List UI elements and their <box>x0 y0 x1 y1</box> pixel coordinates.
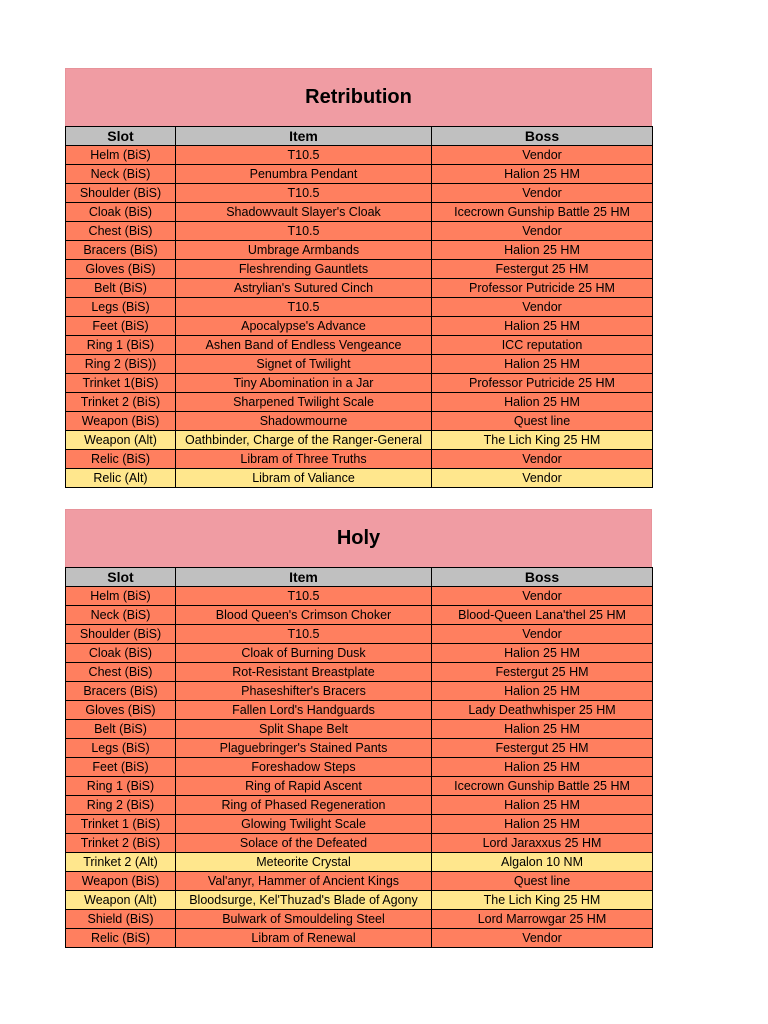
item-cell: Libram of Three Truths <box>176 450 432 469</box>
boss-cell: Halion 25 HM <box>432 317 653 336</box>
boss-cell: Vendor <box>432 469 653 488</box>
table-row <box>66 431 653 450</box>
boss-cell: Lord Marrowgar 25 HM <box>432 910 653 929</box>
boss-cell: Vendor <box>432 587 653 606</box>
boss-cell: Festergut 25 HM <box>432 663 653 682</box>
boss-cell: Vendor <box>432 146 653 165</box>
boss-cell: Halion 25 HM <box>432 355 653 374</box>
table-row <box>66 606 653 625</box>
slot-cell: Trinket 2 (BiS) <box>66 834 176 853</box>
table-row <box>66 165 653 184</box>
item-cell: Blood Queen's Crimson Choker <box>176 606 432 625</box>
item-cell: Fallen Lord's Handguards <box>176 701 432 720</box>
table-row <box>66 910 653 929</box>
table-row <box>66 796 653 815</box>
boss-cell: Lady Deathwhisper 25 HM <box>432 701 653 720</box>
item-cell: Solace of the Defeated <box>176 834 432 853</box>
boss-cell: Halion 25 HM <box>432 393 653 412</box>
table-row <box>66 279 653 298</box>
slot-cell: Weapon (Alt) <box>66 431 176 450</box>
slot-cell: Neck (BiS) <box>66 606 176 625</box>
boss-cell: Halion 25 HM <box>432 815 653 834</box>
table-row <box>66 929 653 948</box>
table-row <box>66 317 653 336</box>
table-row <box>66 815 653 834</box>
item-cell: T10.5 <box>176 298 432 317</box>
table-row <box>66 222 653 241</box>
item-cell: Ring of Phased Regeneration <box>176 796 432 815</box>
table-row <box>66 853 653 872</box>
item-cell: Umbrage Armbands <box>176 241 432 260</box>
boss-cell: Icecrown Gunship Battle 25 HM <box>432 203 653 222</box>
table-row <box>66 393 653 412</box>
slot-cell: Weapon (BiS) <box>66 872 176 891</box>
slot-cell: Relic (BiS) <box>66 929 176 948</box>
gear-table <box>65 567 653 948</box>
item-cell: Val'anyr, Hammer of Ancient Kings <box>176 872 432 891</box>
table-row <box>66 758 653 777</box>
slot-cell: Feet (BiS) <box>66 317 176 336</box>
boss-cell: Halion 25 HM <box>432 644 653 663</box>
item-cell: Bulwark of Smouldeling Steel <box>176 910 432 929</box>
table-row <box>66 891 653 910</box>
item-cell: Meteorite Crystal <box>176 853 432 872</box>
table-header-row <box>66 568 653 587</box>
boss-cell: ICC reputation <box>432 336 653 355</box>
item-cell: Glowing Twilight Scale <box>176 815 432 834</box>
retribution-section <box>65 68 652 488</box>
item-cell: Penumbra Pendant <box>176 165 432 184</box>
boss-cell: Halion 25 HM <box>432 758 653 777</box>
item-cell: T10.5 <box>176 222 432 241</box>
table-row <box>66 663 653 682</box>
table-row <box>66 412 653 431</box>
item-cell: Cloak of Burning Dusk <box>176 644 432 663</box>
slot-cell: Legs (BiS) <box>66 739 176 758</box>
item-cell: Libram of Renewal <box>176 929 432 948</box>
slot-cell: Weapon (Alt) <box>66 891 176 910</box>
boss-cell: Quest line <box>432 872 653 891</box>
boss-cell: Algalon 10 NM <box>432 853 653 872</box>
boss-cell: Festergut 25 HM <box>432 739 653 758</box>
item-cell: Tiny Abomination in a Jar <box>176 374 432 393</box>
item-cell: Shadowmourne <box>176 412 432 431</box>
boss-cell: Blood-Queen Lana'thel 25 HM <box>432 606 653 625</box>
slot-cell: Ring 2 (BiS)) <box>66 355 176 374</box>
boss-cell: Halion 25 HM <box>432 796 653 815</box>
slot-cell: Relic (BiS) <box>66 450 176 469</box>
slot-cell: Helm (BiS) <box>66 146 176 165</box>
slot-cell: Chest (BiS) <box>66 663 176 682</box>
table-row <box>66 260 653 279</box>
boss-cell: The Lich King 25 HM <box>432 891 653 910</box>
slot-cell: Trinket 1(BiS) <box>66 374 176 393</box>
table-row <box>66 834 653 853</box>
item-header: Item <box>176 127 432 146</box>
item-cell: T10.5 <box>176 146 432 165</box>
table-row <box>66 739 653 758</box>
slot-cell: Feet (BiS) <box>66 758 176 777</box>
table-row <box>66 469 653 488</box>
slot-cell: Bracers (BiS) <box>66 682 176 701</box>
boss-cell: Halion 25 HM <box>432 165 653 184</box>
table-row <box>66 682 653 701</box>
slot-header: Slot <box>66 568 176 587</box>
item-cell: Foreshadow Steps <box>176 758 432 777</box>
slot-cell: Trinket 1 (BiS) <box>66 815 176 834</box>
item-cell: Libram of Valiance <box>176 469 432 488</box>
boss-cell: The Lich King 25 HM <box>432 431 653 450</box>
slot-cell: Shield (BiS) <box>66 910 176 929</box>
boss-cell: Festergut 25 HM <box>432 260 653 279</box>
section-title: Retribution <box>65 68 652 126</box>
table-row <box>66 644 653 663</box>
item-cell: T10.5 <box>176 587 432 606</box>
slot-cell: Legs (BiS) <box>66 298 176 317</box>
slot-cell: Relic (Alt) <box>66 469 176 488</box>
slot-cell: Gloves (BiS) <box>66 701 176 720</box>
item-cell: Astrylian's Sutured Cinch <box>176 279 432 298</box>
boss-header: Boss <box>432 127 653 146</box>
slot-cell: Ring 1 (BiS) <box>66 336 176 355</box>
item-cell: T10.5 <box>176 184 432 203</box>
table-row <box>66 203 653 222</box>
holy-section <box>65 509 652 948</box>
slot-cell: Weapon (BiS) <box>66 412 176 431</box>
table-row <box>66 450 653 469</box>
item-cell: Apocalypse's Advance <box>176 317 432 336</box>
table-row <box>66 374 653 393</box>
item-cell: Ring of Rapid Ascent <box>176 777 432 796</box>
boss-cell: Vendor <box>432 929 653 948</box>
item-cell: Rot-Resistant Breastplate <box>176 663 432 682</box>
item-header: Item <box>176 568 432 587</box>
boss-cell: Vendor <box>432 222 653 241</box>
boss-cell: Vendor <box>432 298 653 317</box>
boss-cell: Halion 25 HM <box>432 241 653 260</box>
table-row <box>66 872 653 891</box>
boss-cell: Professor Putricide 25 HM <box>432 279 653 298</box>
slot-cell: Shoulder (BiS) <box>66 625 176 644</box>
boss-cell: Vendor <box>432 450 653 469</box>
table-row <box>66 336 653 355</box>
table-row <box>66 146 653 165</box>
table-row <box>66 298 653 317</box>
slot-cell: Chest (BiS) <box>66 222 176 241</box>
slot-cell: Shoulder (BiS) <box>66 184 176 203</box>
table-row <box>66 587 653 606</box>
table-row <box>66 701 653 720</box>
table-header-row <box>66 127 653 146</box>
slot-cell: Cloak (BiS) <box>66 644 176 663</box>
slot-cell: Belt (BiS) <box>66 279 176 298</box>
item-cell: Bloodsurge, Kel'Thuzad's Blade of Agony <box>176 891 432 910</box>
item-cell: Shadowvault Slayer's Cloak <box>176 203 432 222</box>
boss-header: Boss <box>432 568 653 587</box>
item-cell: Signet of Twilight <box>176 355 432 374</box>
slot-cell: Trinket 2 (Alt) <box>66 853 176 872</box>
boss-cell: Professor Putricide 25 HM <box>432 374 653 393</box>
slot-cell: Trinket 2 (BiS) <box>66 393 176 412</box>
table-row <box>66 184 653 203</box>
section-title: Holy <box>65 509 652 567</box>
slot-cell: Belt (BiS) <box>66 720 176 739</box>
slot-cell: Gloves (BiS) <box>66 260 176 279</box>
item-cell: Oathbinder, Charge of the Ranger-General <box>176 431 432 450</box>
boss-cell: Lord Jaraxxus 25 HM <box>432 834 653 853</box>
slot-cell: Ring 2 (BiS) <box>66 796 176 815</box>
slot-cell: Neck (BiS) <box>66 165 176 184</box>
item-cell: Ashen Band of Endless Vengeance <box>176 336 432 355</box>
slot-cell: Bracers (BiS) <box>66 241 176 260</box>
boss-cell: Halion 25 HM <box>432 682 653 701</box>
table-row <box>66 625 653 644</box>
table-row <box>66 241 653 260</box>
table-row <box>66 355 653 374</box>
item-cell: Plaguebringer's Stained Pants <box>176 739 432 758</box>
boss-cell: Vendor <box>432 184 653 203</box>
boss-cell: Vendor <box>432 625 653 644</box>
boss-cell: Icecrown Gunship Battle 25 HM <box>432 777 653 796</box>
table-row <box>66 720 653 739</box>
boss-cell: Quest line <box>432 412 653 431</box>
boss-cell: Halion 25 HM <box>432 720 653 739</box>
slot-cell: Ring 1 (BiS) <box>66 777 176 796</box>
slot-cell: Cloak (BiS) <box>66 203 176 222</box>
slot-header: Slot <box>66 127 176 146</box>
item-cell: Fleshrending Gauntlets <box>176 260 432 279</box>
slot-cell: Helm (BiS) <box>66 587 176 606</box>
item-cell: T10.5 <box>176 625 432 644</box>
table-row <box>66 777 653 796</box>
item-cell: Phaseshifter's Bracers <box>176 682 432 701</box>
gear-table <box>65 126 653 488</box>
item-cell: Sharpened Twilight Scale <box>176 393 432 412</box>
item-cell: Split Shape Belt <box>176 720 432 739</box>
